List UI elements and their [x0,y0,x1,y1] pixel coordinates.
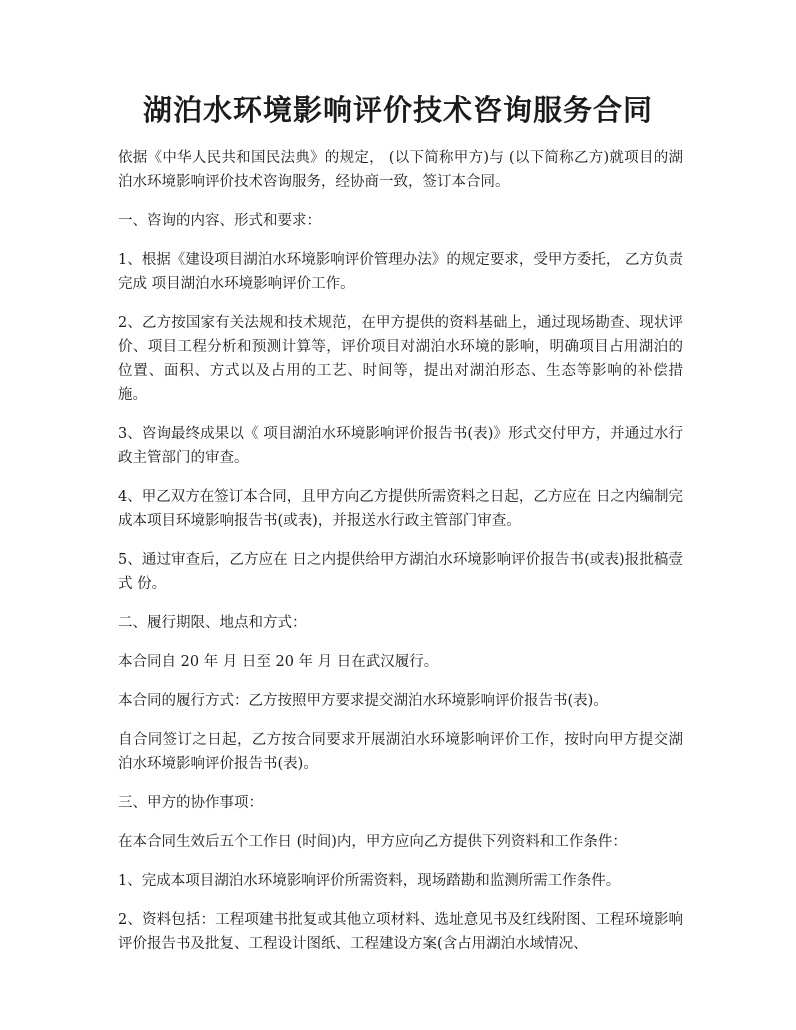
section-heading-2: 二、履行期限、地点和方式： [118,615,307,631]
clause-paragraph: 4、甲乙双方在签订本合同，且甲方向乙方提供所需资料之日起，乙方应在 日之内编制完成本项目环境影响报告书(或表)，并报送水行政主管部门审查。 [118,489,683,529]
clause-paragraph: 5、通过审查后，乙方应在 日之内提供给甲方湖泊水环境影响评价报告书(或表)报批稿壹式 份。 [118,552,683,592]
clause-paragraph: 1、完成本项目湖泊水环境影响评价所需资料，现场踏勘和监测所需工作条件。 [118,873,621,889]
section-heading-3: 三、甲方的协作事项： [118,795,263,811]
document-body [118,146,683,971]
clause-paragraph: 在本合同生效后五个工作日 (时间)内，甲方应向乙方提供下列资料和工作条件： [118,834,627,850]
clause-paragraph: 3、咨询最终成果以《 项目湖泊水环境影响评价报告书(表)》形式交付甲方，并通过水行政主管部门的审查。 [118,426,683,466]
section-heading-1: 一、咨询的内容、形式和要求： [118,213,321,229]
intro-paragraph: 依据《中华人民共和国民法典》的规定， (以下简称甲方)与 (以下简称乙方)就项目的湖泊水环境影响评价技术咨询服务，经协商一致，签订本合同。 [118,150,683,190]
clause-paragraph: 本合同的履行方式：乙方按照甲方要求提交湖泊水环境影响评价报告书(表)。 [118,693,608,709]
document-title: 湖泊水环境影响评价技术咨询服务合同 [142,93,653,127]
clause-paragraph: 本合同自 20 年 月 日至 20 年 月 日在武汉履行。 [118,654,439,670]
clause-paragraph: 自合同签订之日起，乙方按合同要求开展湖泊水环境影响评价工作，按时向甲方提交湖泊水环境影响评价报告书(表)。 [118,732,683,772]
clause-paragraph: 2、资料包括：工程项建书批复或其他立项材料、选址意见书及红线附图、工程环境影响评价报告书及批复、工程设计图纸、工程建设方案(含占用湖泊水域情况、 [118,912,683,952]
clause-paragraph: 1、根据《建设项目湖泊水环境影响评价管理办法》的规定要求，受甲方委托， 乙方负责完成 项目湖泊水环境影响评价工作。 [118,252,683,292]
clause-paragraph: 2、乙方按国家有关法规和技术规范，在甲方提供的资料基础上，通过现场勘查、现状评价、项目工程分析和预测计算等，评价项目对湖泊水环境的影响，明确项目占用湖泊的位置、面积、方式以及占用的工艺、时间等，提出对湖泊形态、生态等影响的补偿措施。 [118,315,683,403]
